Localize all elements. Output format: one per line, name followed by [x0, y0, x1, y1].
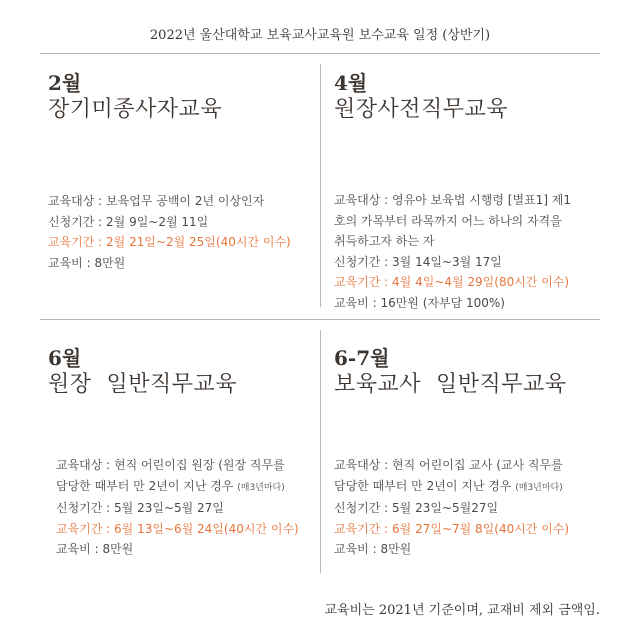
session-education-period: 교육기간 : 2월 21일~2월 25일(40시간 이수): [48, 235, 291, 249]
session-fee: 교육비 : 8만원: [56, 542, 134, 556]
session-month: 2월: [48, 71, 82, 95]
session-education-period: 교육기간 : 4월 4일~4월 29일(80시간 이수): [334, 275, 570, 289]
top-divider: [40, 53, 600, 54]
session-apply-period: 신청기간 : 2월 9일~2월 11일: [48, 214, 209, 229]
session-target-line: 취득하고자 하는 자: [334, 234, 435, 248]
session-course-title: 원장 일반직무교육: [48, 372, 238, 397]
session-month: 6-7월: [334, 346, 390, 370]
session-month: 6월: [48, 346, 82, 370]
session-june: [48, 345, 237, 399]
session-target-line: 교육대상 : 영유아 보육법 시행령 [별표1] 제1: [334, 193, 572, 207]
session-apply-period: 신청기간 : 3월 14일~3월 17일: [334, 254, 502, 269]
middle-divider: [40, 319, 600, 320]
session-target-line: 담당한 때부터 만 2년이 지난 경우: [334, 478, 512, 493]
session-fee: 교육비 : 8만원: [334, 542, 412, 556]
session-june-july-details: [334, 455, 569, 560]
session-april: [334, 70, 508, 124]
vertical-divider-bottom: [320, 330, 321, 573]
session-june-july: [334, 345, 567, 399]
session-course-title: 원장사전직무교육: [334, 97, 509, 122]
session-month: 4월: [334, 71, 368, 95]
session-target-line: 호의 가목부터 라목까지 어느 하나의 자격을: [334, 213, 562, 228]
session-course-title: 장기미종사자교육: [48, 97, 223, 122]
session-apply-period: 신청기간 : 5월 23일~5월27일: [334, 501, 499, 515]
session-target-note: (매3년마다): [515, 482, 563, 493]
footer-note: 교육비는 2021년 기준이며, 교재비 제외 금액임.: [324, 603, 600, 618]
session-course-title: 보육교사 일반직무교육: [334, 372, 567, 397]
session-apply-period: 신청기간 : 5월 23일~5월 27일: [56, 501, 224, 515]
session-target: 교육대상 : 보육업무 공백이 2년 이상인자: [48, 194, 265, 208]
session-fee: 교육비 : 16만원 (자부담 100%): [334, 295, 505, 310]
session-february: [48, 70, 222, 124]
session-target-line: 교육대상 : 현직 어린이집 교사 (교사 직무를: [334, 458, 563, 472]
session-target-note: (매3년마다): [237, 482, 285, 493]
session-education-period: 교육기간 : 6월 27일~7월 8일(40시간 이수): [334, 521, 570, 536]
session-education-period: 교육기간 : 6월 13일~6월 24일(40시간 이수): [56, 521, 299, 536]
session-february-details: [48, 191, 291, 273]
session-target-line: 교육대상 : 현직 어린이집 원장 (원장 직무를: [56, 458, 285, 472]
session-april-details: [334, 190, 571, 313]
session-june-details: [56, 455, 299, 560]
session-target-line: 담당한 때부터 만 2년이 지난 경우: [56, 478, 234, 493]
vertical-divider-top: [320, 64, 321, 307]
session-fee: 교육비 : 8만원: [48, 255, 126, 270]
page-title: 2022년 울산대학교 보육교사교육원 보수교육 일정 (상반기): [149, 28, 491, 43]
